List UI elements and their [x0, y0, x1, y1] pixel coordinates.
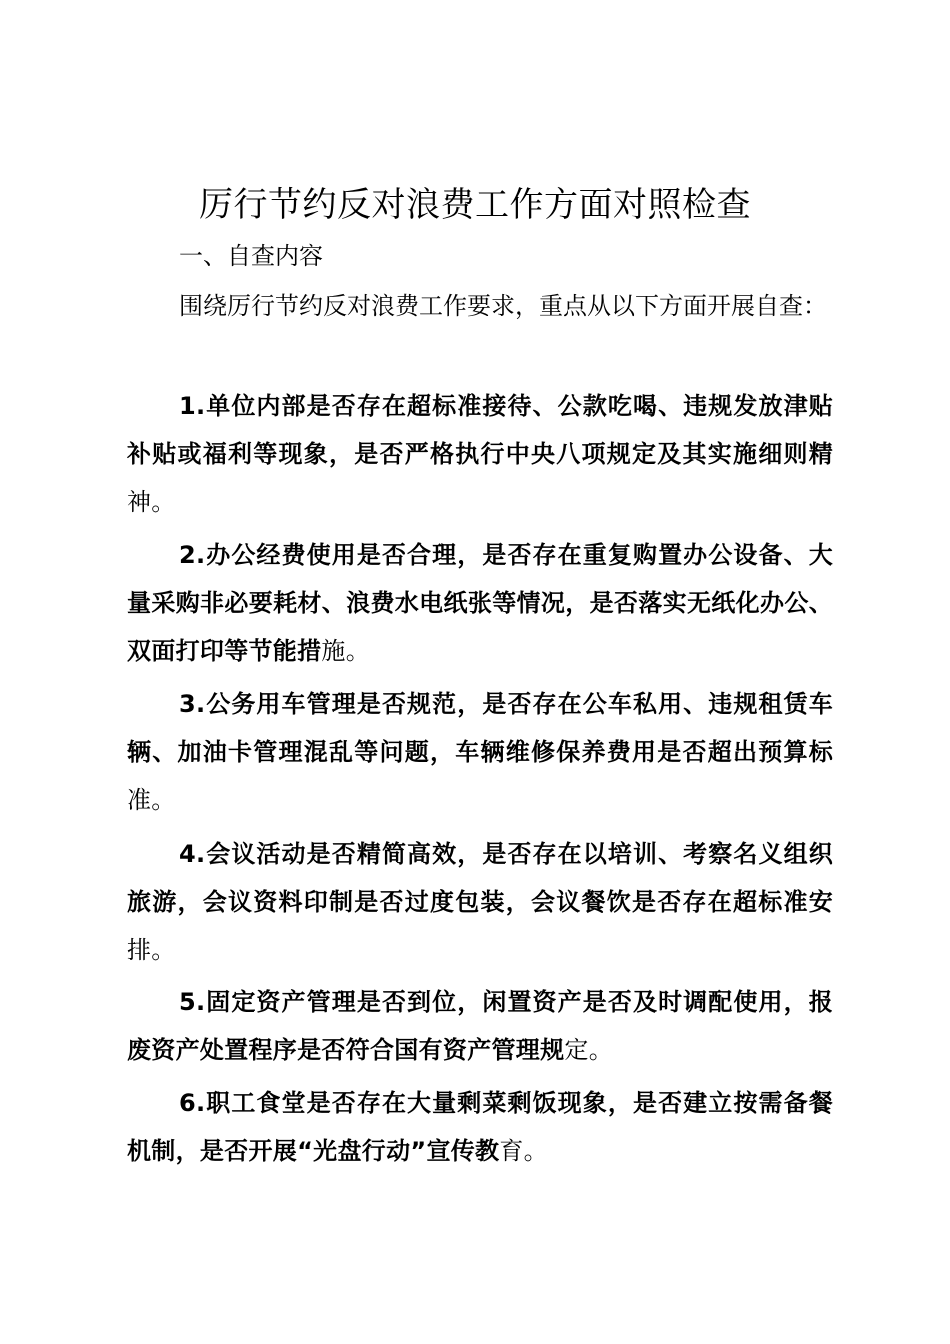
- checklist-item-bold-text: 3.公务用车管理是否规范，是否存在公车私用、违规租赁车辆、加油卡管理混乱等问题，车辆维修保养费用是否超出预算标: [127, 690, 833, 766]
- checklist-item-bold-text: 4.会议活动是否精简高效，是否存在以培训、考察名义组织旅游，会议资料印制是否过度包装，会议餐饮是否存在超标准安: [127, 840, 833, 916]
- checklist-item-5: [127, 978, 833, 1074]
- intro-paragraph: 围绕厉行节约反对浪费工作要求，重点从以下方面开展自查：: [179, 292, 827, 320]
- checklist-item-bold-text: 6.职工食堂是否存在大量剩菜剩饭现象，是否建立按需备餐机制，是否开展“光盘行动”宣传教: [127, 1089, 833, 1165]
- section-heading: 一、自查内容: [179, 242, 323, 270]
- checklist-item-tail-text: 准。: [127, 786, 176, 814]
- checklist-item-bold-text: 5.固定资产管理是否到位，闲置资产是否及时调配使用，报废资产处置程序是否符合国有资产管理规: [127, 988, 833, 1064]
- checklist-item-6: [127, 1079, 833, 1175]
- checklist-item-tail-text: 排。: [127, 936, 176, 964]
- checklist-item-2: [127, 531, 833, 675]
- checklist-item-3: [127, 680, 833, 824]
- checklist-item-1: [127, 382, 833, 526]
- checklist-item-4: [127, 830, 833, 974]
- checklist-item-bold-text: 2.办公经费使用是否合理，是否存在重复购置办公设备、大量采购非必要耗材、浪费水电纸张等情况，是否落实无纸化办公、双面打印等节能措: [127, 541, 833, 665]
- document-title: 厉行节约反对浪费工作方面对照检查: [199, 185, 751, 225]
- checklist-item-tail-text: 施。: [321, 637, 371, 665]
- checklist-item-tail-text: 定。: [564, 1036, 614, 1064]
- checklist-item-tail-text: 育。: [499, 1137, 548, 1165]
- checklist-item-bold-text: 1.单位内部是否存在超标准接待、公款吃喝、违规发放津贴补贴或福利等现象，是否严格执行中央八项规定及其实施细则精: [127, 392, 833, 468]
- checklist-item-tail-text: 神。: [127, 488, 176, 516]
